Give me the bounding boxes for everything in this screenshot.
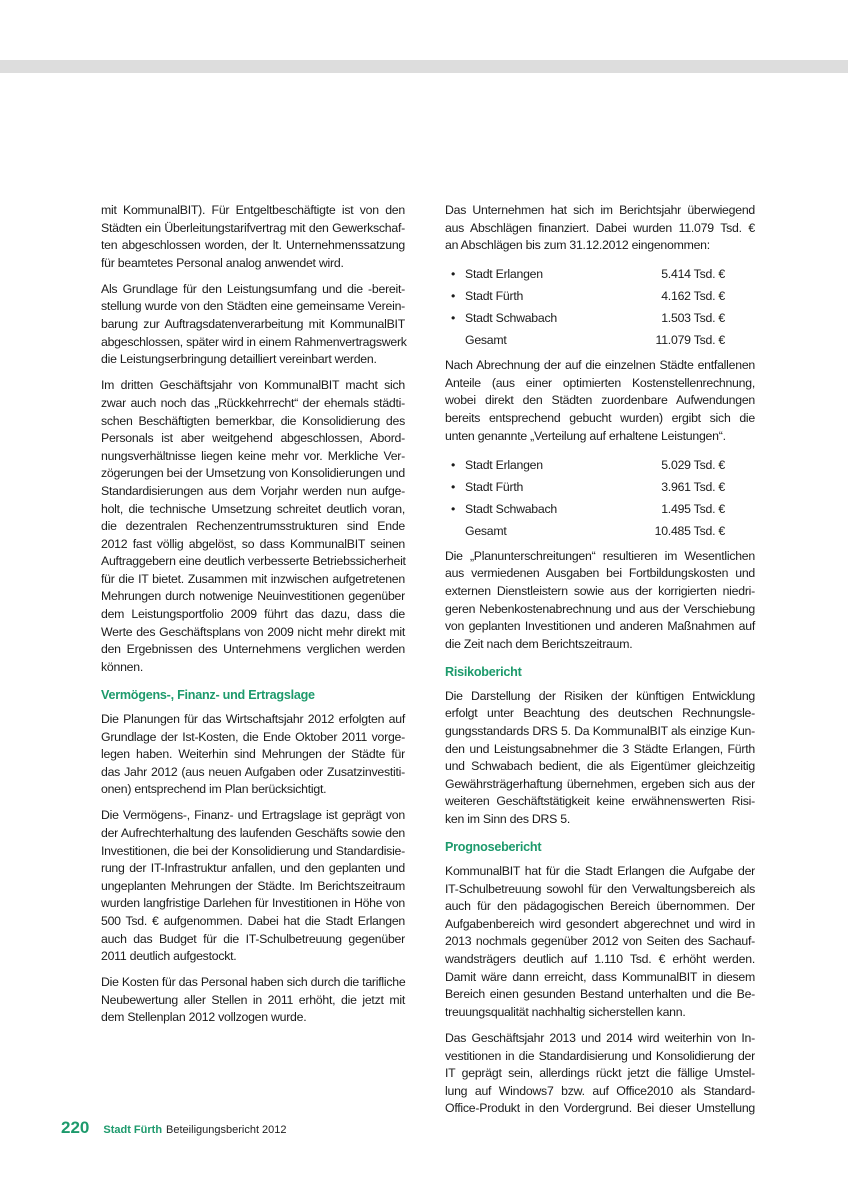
text-line: Auftraggebern eine deutlich verbesserte Betriebssicherheit — [101, 554, 406, 569]
text-line: unten genannte „Verteilung auf erhaltene Leistungen“. — [445, 428, 726, 443]
text-line: dem Leistungsportfolio 2009 führt das dazu, dass die — [101, 607, 405, 622]
list-item — [445, 454, 755, 476]
text-line: vestitionen in die Standardisierung und Konsolidierung der — [445, 1048, 755, 1063]
text-line: Anteile (aus einer optimierten Kostenstellenrechnung, — [445, 375, 755, 390]
text-line: Damit wäre dann erreicht, dass KommunalBIT in diesem — [445, 969, 755, 984]
text-line: aus vermiedenen Ausgaben bei Fortbildungskosten und — [445, 566, 755, 581]
bullet-icon: • — [451, 311, 456, 326]
section-heading: Prognosebericht — [445, 840, 542, 855]
list-item — [445, 520, 755, 542]
bullet-icon: • — [451, 457, 456, 472]
text-line: Standardisierungen aus dem Vorjahr werden nun aufge- — [101, 483, 405, 498]
text-line: Das Geschäftsjahr 2013 und 2014 wird weiterhin von In- — [445, 1030, 755, 1045]
top-bar — [0, 60, 848, 73]
paragraph — [101, 281, 405, 369]
paragraph — [445, 863, 755, 1021]
text-line: auch das Budget für die IT-Schulbetreuung gegenüber — [101, 931, 405, 946]
text-line: lung auf Windows7 bzw. auf Office2010 als Standard- — [445, 1083, 755, 1098]
text-line: Neubewertung aller Stellen in 2011 erhöht, die jetzt mit — [101, 992, 405, 1007]
text-line: Die Darstellung der Risiken der künftigen Entwicklung — [445, 688, 755, 703]
list-item — [445, 285, 755, 307]
text-line: Werte des Geschäftsplans von 2009 nicht mehr direkt mit — [101, 624, 405, 639]
page-number: 220 — [61, 1118, 90, 1137]
amount-value: 4.162 Tsd. € — [661, 289, 725, 304]
text-line: Als Grundlage für den Leistungsumfang und die -bereit- — [101, 281, 405, 296]
paragraph — [445, 357, 755, 445]
text-line: die dezentralen Rechenzentrumsstrukturen sind Ende — [101, 519, 405, 534]
text-line: können. — [101, 659, 144, 674]
section-heading: Vermögens-, Finanz- und Ertragslage — [101, 687, 315, 702]
text-line: nungsverhältnisse liegen keine mehr vor. Merkliche Ver- — [101, 448, 405, 463]
publisher-name: Stadt Fürth — [103, 1124, 163, 1136]
amount-value: 5.029 Tsd. € — [661, 457, 725, 472]
amount-value: 11.079 Tsd. € — [655, 333, 725, 348]
text-line: Die Vermögens-, Finanz- und Ertragslage ist geprägt von — [101, 808, 405, 823]
text-line: Die „Planunterschreitungen“ resultieren im Wesentlichen — [445, 548, 755, 563]
text-line: die Zeit nach dem Berichtszeitraum. — [445, 636, 633, 651]
city-label: Stadt Schwabach — [465, 311, 557, 326]
text-line: externen Dienstleistern sowie aus der korrigierten niedri- — [445, 583, 755, 598]
text-line: der Aufrechterhaltung des laufenden Geschäfts sowie den — [101, 826, 405, 840]
text-line: wurden langfristige Darlehen für Investitionen in Höhe von — [101, 896, 405, 911]
amount-list — [445, 454, 755, 542]
text-line: für die IT bietet. Zusammen mit inzwischen aufgetretenen — [101, 571, 405, 586]
text-line: Das Unternehmen hat sich im Berichtsjahr überwiegend — [445, 203, 755, 217]
amount-value: 10.485 Tsd. € — [654, 523, 725, 538]
list-item — [445, 307, 755, 329]
amount-value: 5.414 Tsd. € — [661, 267, 725, 282]
list-item — [445, 498, 755, 520]
text-line: rung der IT-Infrastruktur anfallen, und den geplanten und — [101, 861, 405, 876]
paragraph — [445, 1030, 755, 1118]
text-line: KommunalBIT hat für die Stadt Erlangen die Aufgabe der — [445, 864, 755, 879]
city-label: Gesamt — [465, 333, 507, 348]
list-item — [445, 476, 755, 498]
section-heading: Risikobericht — [445, 664, 522, 679]
text-line: 500 Tsd. € aufgenommen. Dabei hat die Stadt Erlangen — [101, 913, 405, 928]
city-label: Stadt Fürth — [465, 289, 524, 304]
paragraph — [445, 688, 755, 829]
text-line: ken im Sinn des DRS 5. — [445, 811, 571, 826]
paragraph — [101, 807, 405, 965]
text-line: das Jahr 2012 (aus neuen Aufgaben oder Zusatzinvestiti- — [101, 764, 405, 779]
text-line: den und Leistungsabnehmer die 3 Städte Erlangen, Fürth — [445, 741, 755, 756]
text-line: Gewährsträgerhaftung übernehmen, ergeben sich aus der — [445, 776, 755, 791]
text-line: treuungsqualität nachhaltig sicherstellen kann. — [445, 1004, 686, 1019]
text-line: an Abschlägen bis zum 31.12.2012 eingenommen: — [445, 238, 710, 253]
text-line: gungsstandards DRS 5. Da KommunalBIT als einzige Kun- — [445, 724, 755, 738]
text-line: Städten ein Überleitungstarifvertrag mit den Gewerkschaf- — [101, 220, 405, 235]
text-line: mit KommunalBIT). Für Entgeltbeschäftigte ist von den — [101, 203, 405, 217]
text-line: zwar auch noch das „Rückkehrrecht“ der ehemals städti- — [101, 395, 405, 410]
text-line: barung zur Auftragsdatenverarbeitung mit KommunalBIT — [101, 317, 405, 332]
paragraph — [445, 202, 755, 255]
text-line: zögerungen bei der Umsetzung von Konsolidierungen und — [101, 466, 405, 481]
amount-value: 1.495 Tsd. € — [661, 501, 725, 516]
text-line: 2013 nochmals gegenüber 2012 von Seiten des Sachauf- — [445, 934, 755, 949]
paragraph — [101, 974, 405, 1027]
text-line: auch für den pädagogischen Bereich übernommen. Der — [445, 899, 755, 914]
paragraph — [101, 377, 405, 676]
city-label: Gesamt — [465, 523, 507, 538]
text-line: Mehrungen durch notwenige Neuinvestitionen gegenüber — [101, 589, 405, 604]
bullet-icon: • — [451, 267, 456, 282]
text-line: geren Nebenkostenabrechnung und aus der Verschiebung — [445, 601, 755, 616]
text-line: schen Beschäftigten bemerkbar, die Konsolidierung des — [101, 413, 405, 428]
document-title: Beteiligungsbericht 2012 — [166, 1124, 287, 1136]
left-column — [101, 202, 405, 1036]
paragraph — [101, 202, 405, 272]
text-line: ungeplanten Mehrungen der Städte. Im Berichtszeitraum — [101, 878, 405, 893]
amount-value: 3.961 Tsd. € — [661, 479, 725, 494]
text-line: für beamtetes Personal analog anwendet wird. — [101, 255, 344, 270]
city-label: Stadt Erlangen — [465, 457, 543, 472]
text-line: den Ergebnissen des Unternehmens verglichen werden — [101, 642, 405, 657]
amount-list — [445, 263, 755, 351]
text-line: wobei direkt den Städten zuordenbare Aufwendungen — [445, 393, 755, 408]
text-line: Office-Produkt in den Vordergrund. Bei dieser Umstellung — [445, 1101, 755, 1116]
text-line: weiteren Geschäftstätigkeit keine erwähnenswerten Risi- — [445, 794, 755, 809]
page-footer — [61, 1118, 287, 1142]
text-line: Investitionen, die bei der Konsolidierung und Standardisie- — [101, 843, 405, 858]
text-line: IT geprägt sein, allerdings rückt jetzt die fällige Umstel- — [445, 1066, 755, 1081]
paragraph — [445, 548, 755, 654]
text-line: Die Kosten für das Personal haben sich durch die tarifliche — [101, 975, 406, 990]
right-column — [445, 202, 755, 1126]
text-line: Nach Abrechnung der auf die einzelnen Städte entfallenen — [445, 358, 755, 373]
text-line: stellung wurde von den Städten eine gemeinsame Verein- — [101, 299, 405, 314]
text-line: Im dritten Geschäftsjahr von KommunalBIT macht sich — [101, 378, 405, 393]
text-line: die Leistungserbringung detailliert vereinbart werden. — [101, 352, 377, 367]
text-line: 2011 deutlich aufgestockt. — [101, 949, 237, 964]
text-line: Grundlage der Ist-Kosten, die Ende Oktober 2011 vorge- — [101, 729, 405, 744]
text-line: 2012 fast völlig abgelöst, so dass KommunalBIT seinen — [101, 536, 405, 551]
paragraph — [101, 711, 405, 799]
text-line: und Schwabach bedient, die als Eigentümer gleichzeitig — [445, 759, 755, 774]
text-line: ten abgeschlossen worden, der lt. Unternehmenssatzung — [101, 238, 405, 253]
list-item — [445, 263, 755, 285]
text-line: IT-Schulbetreuung sowohl für den Verwaltungsbereich als — [445, 881, 755, 896]
text-line: von geplanten Investitionen und anderen Maßnahmen auf — [445, 619, 755, 634]
text-line: abgeschlossen, später wird in einem Rahmenvertragswerk — [101, 334, 407, 349]
city-label: Stadt Fürth — [465, 479, 524, 494]
city-label: Stadt Erlangen — [465, 267, 543, 282]
amount-value: 1.503 Tsd. € — [661, 311, 725, 326]
bullet-icon: • — [451, 501, 456, 516]
text-line: onen) entsprechend im Plan berücksichtigt. — [101, 782, 327, 797]
text-line: holt, die technische Umsetzung schreitet deutlich voran, — [101, 501, 405, 516]
text-line: wandsträgers deutlich auf 1.110 Tsd. € erhöht werden. — [445, 952, 755, 967]
text-line: Bereich einen gesunden Bestand unterhalten und die Be- — [445, 987, 755, 1002]
text-line: erfolgt unter Beachtung des deutschen Rechnungsle- — [445, 706, 755, 721]
text-line: aus Abschlägen finanziert. Dabei wurden 11.079 Tsd. € — [445, 220, 755, 235]
text-line: Aufgabenbereich wird gesondert abgerechnet und wird in — [445, 916, 755, 931]
bullet-icon: • — [451, 289, 456, 304]
text-line: bereits entsprechend gebucht wurden) ergibt sich die — [445, 411, 755, 426]
text-line: Die Planungen für das Wirtschaftsjahr 2012 erfolgten auf — [101, 711, 405, 726]
list-item — [445, 329, 755, 351]
bullet-icon: • — [451, 479, 456, 494]
text-line: dem Stellenplan 2012 vollzogen wurde. — [101, 1010, 307, 1025]
text-line: Personals ist aber weitgehend abgeschlossen, Abord- — [101, 431, 405, 446]
city-label: Stadt Schwabach — [465, 501, 557, 516]
text-line: legen haben. Weiterhin sind Mehrungen der Städte für — [101, 747, 405, 762]
